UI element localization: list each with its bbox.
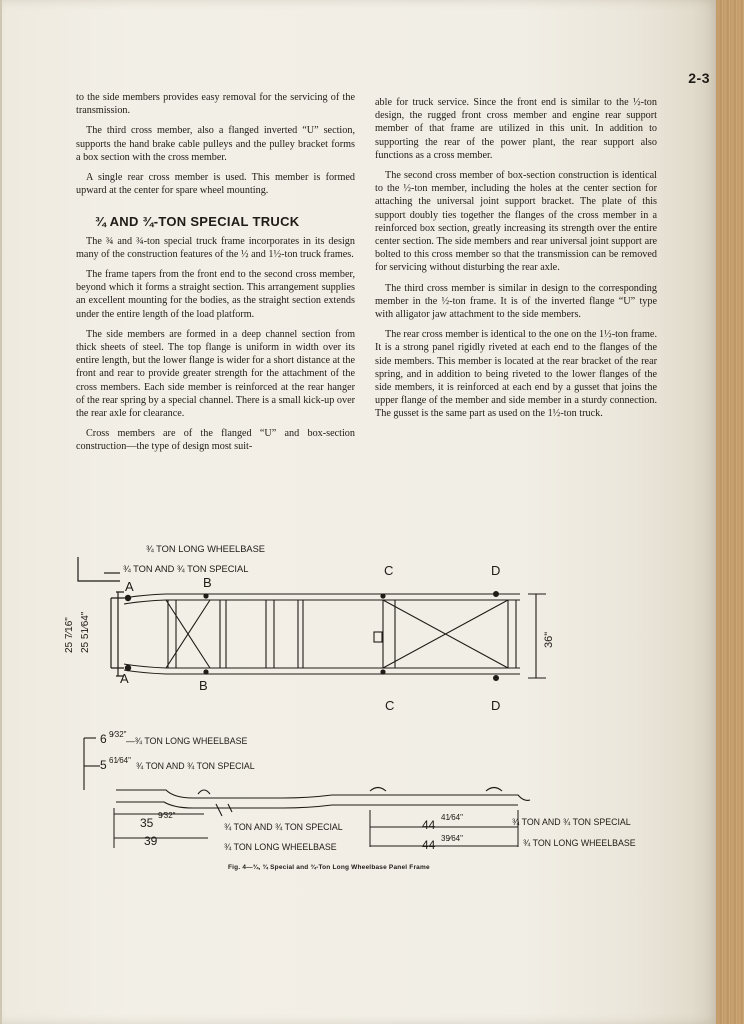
point-b-label: B	[199, 678, 208, 693]
kick-special-label: ¾ TON AND ¾ TON SPECIAL	[136, 761, 255, 771]
paragraph: Cross members are of the flanged “U” and box-section construction—the type of design most suit-	[76, 428, 355, 453]
right-column	[375, 96, 657, 428]
dimension-left-a: 25 7⁄16"	[64, 617, 75, 653]
kick-special-whole: 5	[100, 758, 107, 772]
point-d-label: D	[491, 698, 501, 713]
paragraph: to the side members provides easy removal for the servicing of the transmission.	[76, 92, 355, 117]
point-a-label: A	[125, 579, 134, 594]
point-b-label: B	[203, 575, 212, 590]
kick-lwb-whole: 6	[100, 732, 107, 746]
paragraph: The third cross member, also a flanged inverted “U” section, supports the hand brake cable pulleys and the pulley bracket forms a box section with the cross member.	[76, 125, 355, 163]
point-a-label: A	[120, 671, 129, 686]
rear-lwb-label: ¾ TON LONG WHEELBASE	[523, 838, 636, 848]
label-special: ¾ TON AND ¾ TON SPECIAL	[123, 564, 249, 574]
rear-special-whole: 44	[422, 818, 436, 832]
paragraph: able for truck service. Since the front end is similar to the ½-ton design, the rugged front cross member and engine rear support member of that frame are utilized in this unit. In addition to supporting the rear of the power plant, the rear support also functions as a cross member.	[375, 97, 657, 161]
dimension-right: 36"	[543, 631, 555, 648]
rear-lwb-whole: 44	[422, 838, 436, 852]
front-lwb-value: 39	[144, 834, 158, 848]
kick-lwb-label: —¾ TON LONG WHEELBASE	[126, 736, 248, 746]
paragraph: The frame tapers from the front end to the second cross member, beyond which it forms a straight section. This arrangement supplies an excellent mounting for the bodies, as the straight section extends under the entire length of the load platform.	[76, 269, 355, 320]
paragraph: The rear cross member is identical to the one on the 1½-ton frame. It is a strong panel rigidly riveted at each end to the flanges of the side members. This member is located at the rear bracket of the rear spring, and in addition to being riveted to the lower flanges of the side members, it is reinforced at each end by a gusset that joins the upper flange of the member and side member in a sturdy connection. The gusset is the same part as used on the 1½-ton truck.	[375, 329, 657, 420]
paragraph: The ¾ and ¾-ton special truck frame incorporates in its design many of the construction features of the ½ and 1½-ton truck frames.	[76, 235, 355, 260]
page-number: 2-3	[688, 70, 710, 86]
kick-special-frac: 61⁄64"	[109, 756, 131, 765]
rear-special-label: ¾ TON AND ¾ TON SPECIAL	[512, 817, 631, 827]
front-special-whole: 35	[140, 816, 154, 830]
front-lwb-label: ¾ TON LONG WHEELBASE	[224, 842, 337, 852]
front-special-frac: 9⁄32"	[158, 811, 176, 820]
paragraph: A single rear cross member is used. This member is formed upward at the center for spare wheel mounting.	[76, 172, 355, 197]
paragraph: The side members are formed in a deep channel section from thick sheets of steel. The top flange is uniform in width over its entire length, but the lower flange is wider for a short distance at the front and rear to provide greater strength for the attachment of the cross members. Each side member is reinforced at the rear hanger of the rear spring by a special channel. There is a small kick-up over the rear axle for clearance.	[76, 328, 355, 420]
front-special-label: ¾ TON AND ¾ TON SPECIAL	[224, 822, 343, 832]
point-c-label: C	[384, 563, 394, 578]
point-c-label: C	[385, 698, 395, 713]
book-spine	[716, 0, 744, 1024]
left-column	[76, 91, 355, 461]
kick-lwb-frac: 9⁄32"	[109, 730, 127, 739]
rear-special-frac: 41⁄64"	[441, 813, 463, 822]
rear-lwb-frac: 39⁄64"	[441, 834, 463, 843]
frame-diagram	[48, 540, 688, 870]
section-heading: ¾ AND ¾-TON SPECIAL TRUCK	[95, 214, 300, 230]
figure-caption: Fig. 4—¾, ¾ Special and ¾-Ton Long Wheelbase Panel Frame	[228, 864, 430, 871]
paragraph: The second cross member of box-section construction is identical to the ½-ton member, including the holes at the center section for attaching the universal joint support bracket. The plate of this support doubly ties together the flanges of the cross member in a reinforced box section, greatly increasing its strength over the entire center section. The side members and rear universal joint support are bolted to this cross member so that the transmission can be removed for servicing without disturbing the rear axle.	[375, 170, 657, 274]
point-d-label: D	[491, 563, 501, 578]
label-lwb: ¾ TON LONG WHEELBASE	[146, 544, 266, 554]
paragraph: The third cross member is similar in design to the corresponding member in the ½-ton frame. It is of the inverted flange “U” type with alligator jaw attachment to the side members.	[375, 282, 657, 321]
dimension-left-b: 25 51⁄64"	[80, 611, 91, 653]
